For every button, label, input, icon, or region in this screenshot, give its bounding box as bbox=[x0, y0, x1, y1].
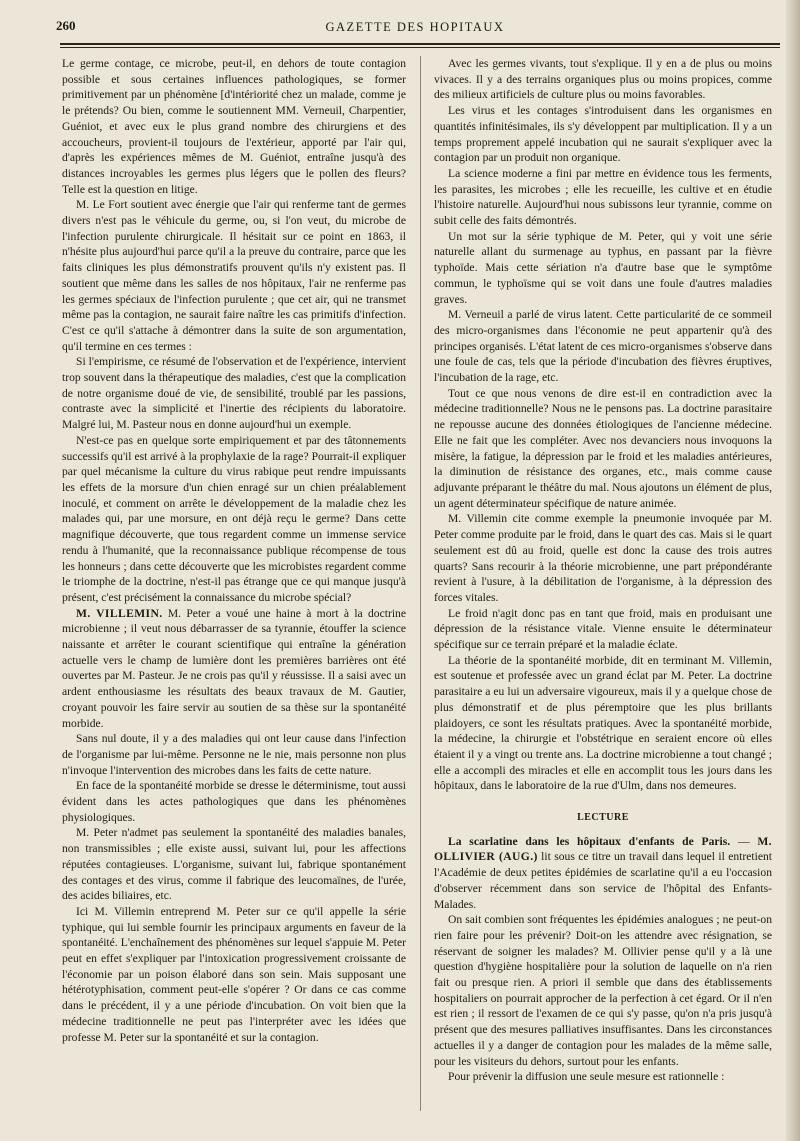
paragraph: Si l'empirisme, ce résumé de l'observation et de l'expérience, intervient trop souvent dans la thérapeutique des maladies, c'est que la complication de notre organisme doué de vie, de sensibilité, troublé par les passions, contraste avec la simplicité et l'inertie des récipients du laboratoire. Malgré lui, M. Pasteur nous en donne aujourd'hui un exemple. bbox=[62, 355, 406, 432]
paragraph: Ici M. Villemin entreprend M. Peter sur ce qu'il appelle la série typhique, qui lui semble fournir les principaux arguments en faveur de la spontanéité. L'enchaînement des phénomènes sur lequel s'appuie M. Peter peut en effet s'expliquer par l'intoxication progressivement croissante de l'économie par un poison élaboré dans son sein. Mais supposant une hétérotyphisation, comment peut-elle s'opérer ? Or dans ce cas comme dans le précédent, il y a une période d'incubation. On voit bien que la médecine traditionnelle ne peut pas l'interpréter avec les idées que professe M. Peter sur la spontanéité et sur la contagion. bbox=[62, 904, 406, 1044]
page-header bbox=[0, 0, 800, 48]
lecture-text: lit sous ce titre un travail dans lequel il entretient l'Académie de deux petites épidémies de scarlatine qu'il a eu l'occasion d'observer récemment dans son service de l'hôpital des Enfants-Malades. bbox=[434, 850, 772, 911]
author-name: M. OLLIVIER (AUG.) bbox=[434, 834, 772, 864]
paragraph: M. Le Fort soutient avec énergie que l'air qui renferme tant de germes divers n'est pas le véhicule du germe, ou, si l'on veut, du microbe de l'infection purulente chirurgicale. Il hésitait sur ce point en 1863, il n'hésite plus aujourd'hui parce qu'il a la preuve du contraire, parce que les faits cliniques les plus démonstratifs prouvent qu'ils n'y existent pas. Il soutient que même dans les salles de nos hôpitaux, l'air ne renferme pas les germes spéciaux de l'infection purulente ; que cet air, qui ne transmet même pas la contagion, ne saurait faire naître les cas primitifs d'infection. C'est ce qu'il s'attache à démontrer dans la suite de son argumentation, qu'il termine en ces termes : bbox=[62, 198, 406, 353]
running-head: GAZETTE DES HOPITAUX bbox=[325, 20, 505, 34]
paragraph: Tout ce que nous venons de dire est-il en contradiction avec la médecine traditionnelle? Nous ne le pensons pas. La doctrine parasitaire ne repousse aucune des données étiologiques de l'ancienne médecine. Elle ne fait que les compléter. Avec nos devanciers nous invoquons la misère, la fatigue, la dépression par le froid et les maladies antérieures, la diminution de résistance des organes, etc., mais comme cause adjuvante préparant le théâtre du mal. Nous ajoutons un élément de plus, un agent déterminateur spécifique de nature animée. bbox=[434, 386, 772, 510]
right-column bbox=[434, 56, 772, 1085]
paragraph: Le germe contage, ce microbe, peut-il, en dehors de toute contagion possible et sous certaines influences pathologiques, se former primitivement par un phénomène [d'intériorité chez un malade, comme je le prétends? Ou bien, comme le soutiennent MM. Verneuil, Charpentier, Guéniot, et avec eux le plus grand nombre des chirurgiens et des accoucheurs, provient-il toujours de l'extérieur, apporté par l'air qui, d'après les expériences mêmes de M. Guéniot, entraîne jusqu'à des distances incroyables les germes plus légers que le pollen des fleurs? Telle est la question en litige. bbox=[62, 57, 406, 196]
paragraph: M. Villemin cite comme exemple la pneumonie invoquée par M. Peter comme produite par le froid, dans le quart des cas. Mais si le quart seulement est dû au froid, quelle est donc la cause des trois autres quarts? Sans recourir à la théorie microbienne, une part prépondérante revient à l'usure, à la débilitation de l'organisme, à la dépression des forces vitales. bbox=[434, 512, 772, 604]
page-edge-shadow bbox=[786, 0, 800, 1141]
speaker-paragraph bbox=[62, 606, 406, 732]
paragraph: Avec les germes vivants, tout s'explique. Il y en a de plus ou moins vivaces. Il y a des terrains organiques plus ou moins propices, comme des milieux artificiels de culture plus ou moins favorables. bbox=[434, 57, 772, 102]
paragraph: En face de la spontanéité morbide se dresse le déterminisme, tout aussi évident dans les actes pathologiques que dans les phénomènes physiologiques. bbox=[62, 779, 406, 824]
page-number: 260 bbox=[56, 18, 76, 33]
column-divider bbox=[420, 56, 421, 1111]
section-title: LECTURE bbox=[577, 812, 629, 824]
paragraph: M. Verneuil a parlé de virus latent. Cette particularité de ce sommeil des micro-organismes dans l'économie ne peut appartenir qu'à des principes organisés. L'état latent de ces micro-organismes s'observe dans une foule de cas, tels que la période d'incubation des fièvres éruptives, l'incubation de la rage, etc. bbox=[434, 308, 772, 385]
speaker-text: M. Peter a voué une haine à mort à la doctrine microbienne ; il veut nous débarrasser de sa tyrannie, étouffer la science naissante et arrêter le courant scientifique qui entraîne la génération actuelle vers le champ de lumière dont les premières barrières ont été ouvertes par M. Pasteur. Je ne crois pas qu'il y réussisse. Il a saisi avec un ardent enthousiasme les résultats des beaux travaux de M. Gautier, croyant pouvoir les faire servir au soutien de sa thèse sur la spontanéité morbide. bbox=[62, 606, 406, 730]
paragraph: La théorie de la spontanéité morbide, dit en terminant M. Villemin, est soutenue et professée avec un grand éclat par M. Peter. La doctrine parasitaire a eu lui un adversaire vigoureux, mais il y a quelque chose de plus démonstratif et de plus péremptoire que les plus brillants plaidoyers, ce sont les résultats pratiques. Avec la spontanéité morbide, la médecine, la chirurgie et l'obstétrique en seraient encore où elles étaient il y a vingt ou trente ans. La doctrine microbienne a tout changé ; elle a accompli des miracles et elle en accomplit tous les jours dans les hôpitaux, dans le laboratoire de la rue d'Ulm, dans nos demeures. bbox=[434, 653, 772, 793]
title-dash: — bbox=[730, 834, 758, 848]
speaker-name: M. VILLEMIN. bbox=[76, 606, 163, 620]
paragraph: Les virus et les contages s'introduisent dans les organismes en quantités infinitésimales, ils s'y développent par multiplication. Il y a un temps proprement appelé incubation qui ne saurait s'expliquer avec la contagion par un produit non organique. bbox=[434, 104, 772, 165]
paragraph: On sait combien sont fréquentes les épidémies analogues ; ne peut-on rien faire pour les prévenir? Doit-on les attendre avec résignation, se réservant de soigner les malades? M. Ollivier pense qu'il y a là une question d'hygiène hospitalière pour la solution de laquelle on n'a rien fait ou presque rien. A priori il semble que dans des établissements hospitaliers on pourrait approcher de la perfection à cet égard. Or il n'en est rien ; il ressort de l'examen de ce qui s'y passe, qu'on n'a pris jusqu'à présent que des mesures palliatives insuffisantes. Dans les circonstances actuelles il y a danger de contagion pour les malades de la même salle, pour les visiteurs du dehors, surtout pour les enfants. bbox=[434, 913, 772, 1068]
article-title: La scarlatine dans les hôpitaux d'enfants de Paris. bbox=[448, 834, 731, 848]
header-rule-thin bbox=[60, 47, 780, 48]
header-rule-thick bbox=[60, 43, 780, 45]
paragraph: Un mot sur la série typhique de M. Peter, qui y voit une série naturelle allant du surmenage au typhus, en passant par la fièvre typhoïde. Mais cette sériation n'a d'autre base que le symptôme commun, le typhoïsme qui se voit dans une foule d'autres maladies graves. bbox=[434, 229, 772, 306]
lecture-paragraph bbox=[434, 834, 772, 913]
paragraph: N'est-ce pas en quelque sorte empiriquement et par des tâtonnements successifs qu'il est arrivé à la prophylaxie de la rage? Pourrait-il expliquer par quel mécanisme la culture du virus rabique peut rendre impuissants les effets de la morsure d'un chien enragé sur un chien préalablement inoculé, et comment on arrête le développement de la maladie chez les malades qui, par une morsure, en ont déjà reçu le germe? Dans cette magnifique découverte, que tous regardent comme un immense service rendu à l'humanité, que la reconnaissance publique récompense de tous les honneurs ; dans cette découverte que les microbistes regardent comme le triomphe de la doctrine, n'est-il pas étrange que ce qui manque jusqu'à présent, c'est précisément la connaissance du microbe spécial? bbox=[62, 433, 406, 604]
paragraph: Le froid n'agit donc pas en tant que froid, mais en produisant une dépression de la résistance vitale. Vienne ensuite le déterminateur spécifique sur ce terrain préparé et la maladie éclate. bbox=[434, 606, 772, 652]
paragraph: Pour prévenir la diffusion une seule mesure est rationnelle : bbox=[448, 1070, 725, 1084]
paragraph: M. Peter n'admet pas seulement la spontanéité des maladies banales, non transmissibles ; elle existe aussi, suivant lui, pour les affections réputées contagieuses. L'organisme, suivant lui, fabrique spontanément des contages et des virus, comme il fabrique des leucomaïnes, de l'urée, des acides biliaires, etc. bbox=[62, 826, 406, 903]
paragraph: Sans nul doute, il y a des maladies qui ont leur cause dans l'infection de l'organisme par lui-même. Personne ne le nie, mais personne non plus n'invoque l'intervention des microbes dans les faits de cette nature. bbox=[62, 732, 406, 777]
left-column bbox=[62, 56, 406, 1045]
paragraph: La science moderne a fini par mettre en évidence tous les ferments, les parasites, les microbes ; elle les recueille, les cultive et en étudie l'histoire naturelle. Aujourd'hui nous subissons leur tyrannie, comme on subit celle des faits démontrés. bbox=[434, 166, 772, 228]
